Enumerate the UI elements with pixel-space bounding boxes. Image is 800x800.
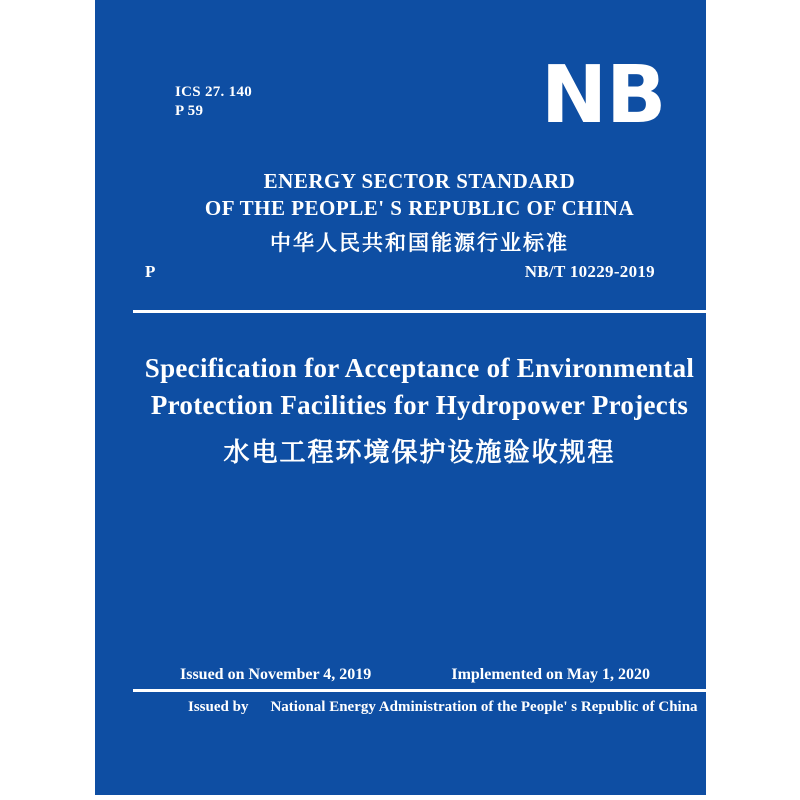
standard-heading [133, 168, 706, 257]
bottom-divider-line [133, 689, 706, 692]
ics-code: ICS 27. 140 [175, 84, 253, 100]
ics-block [175, 83, 252, 121]
standard-heading-zh: 中华人民共和国能源行业标准 [270, 231, 569, 255]
classification-code: P 59 [175, 103, 204, 119]
issued-date: Issued on November 4, 2019 [180, 666, 372, 683]
standard-heading-en-line1: ENERGY SECTOR STANDARD [263, 169, 576, 193]
title-en-line1: Specification for Acceptance of Environmental [144, 353, 695, 383]
issuer-row [188, 699, 698, 716]
top-divider-line [133, 310, 706, 313]
title-en-line2: Protection Facilities for Hydropower Projects [150, 390, 689, 420]
implemented-date: Implemented on May 1, 2020 [451, 666, 650, 683]
standard-cover-page [95, 0, 706, 795]
issued-by-label: Issued by [188, 699, 249, 715]
standard-number: NB/T 10229-2019 [524, 262, 655, 281]
issuer-name: National Energy Administration of the People' s Republic of China [270, 699, 698, 715]
nb-logo: NB [541, 49, 666, 141]
document-title [133, 350, 706, 469]
doc-class-prefix: P [145, 262, 156, 281]
title-zh: 水电工程环境保护设施验收规程 [223, 438, 616, 467]
standard-heading-en-line2: OF THE PEOPLE' S REPUBLIC OF CHINA [204, 196, 635, 220]
